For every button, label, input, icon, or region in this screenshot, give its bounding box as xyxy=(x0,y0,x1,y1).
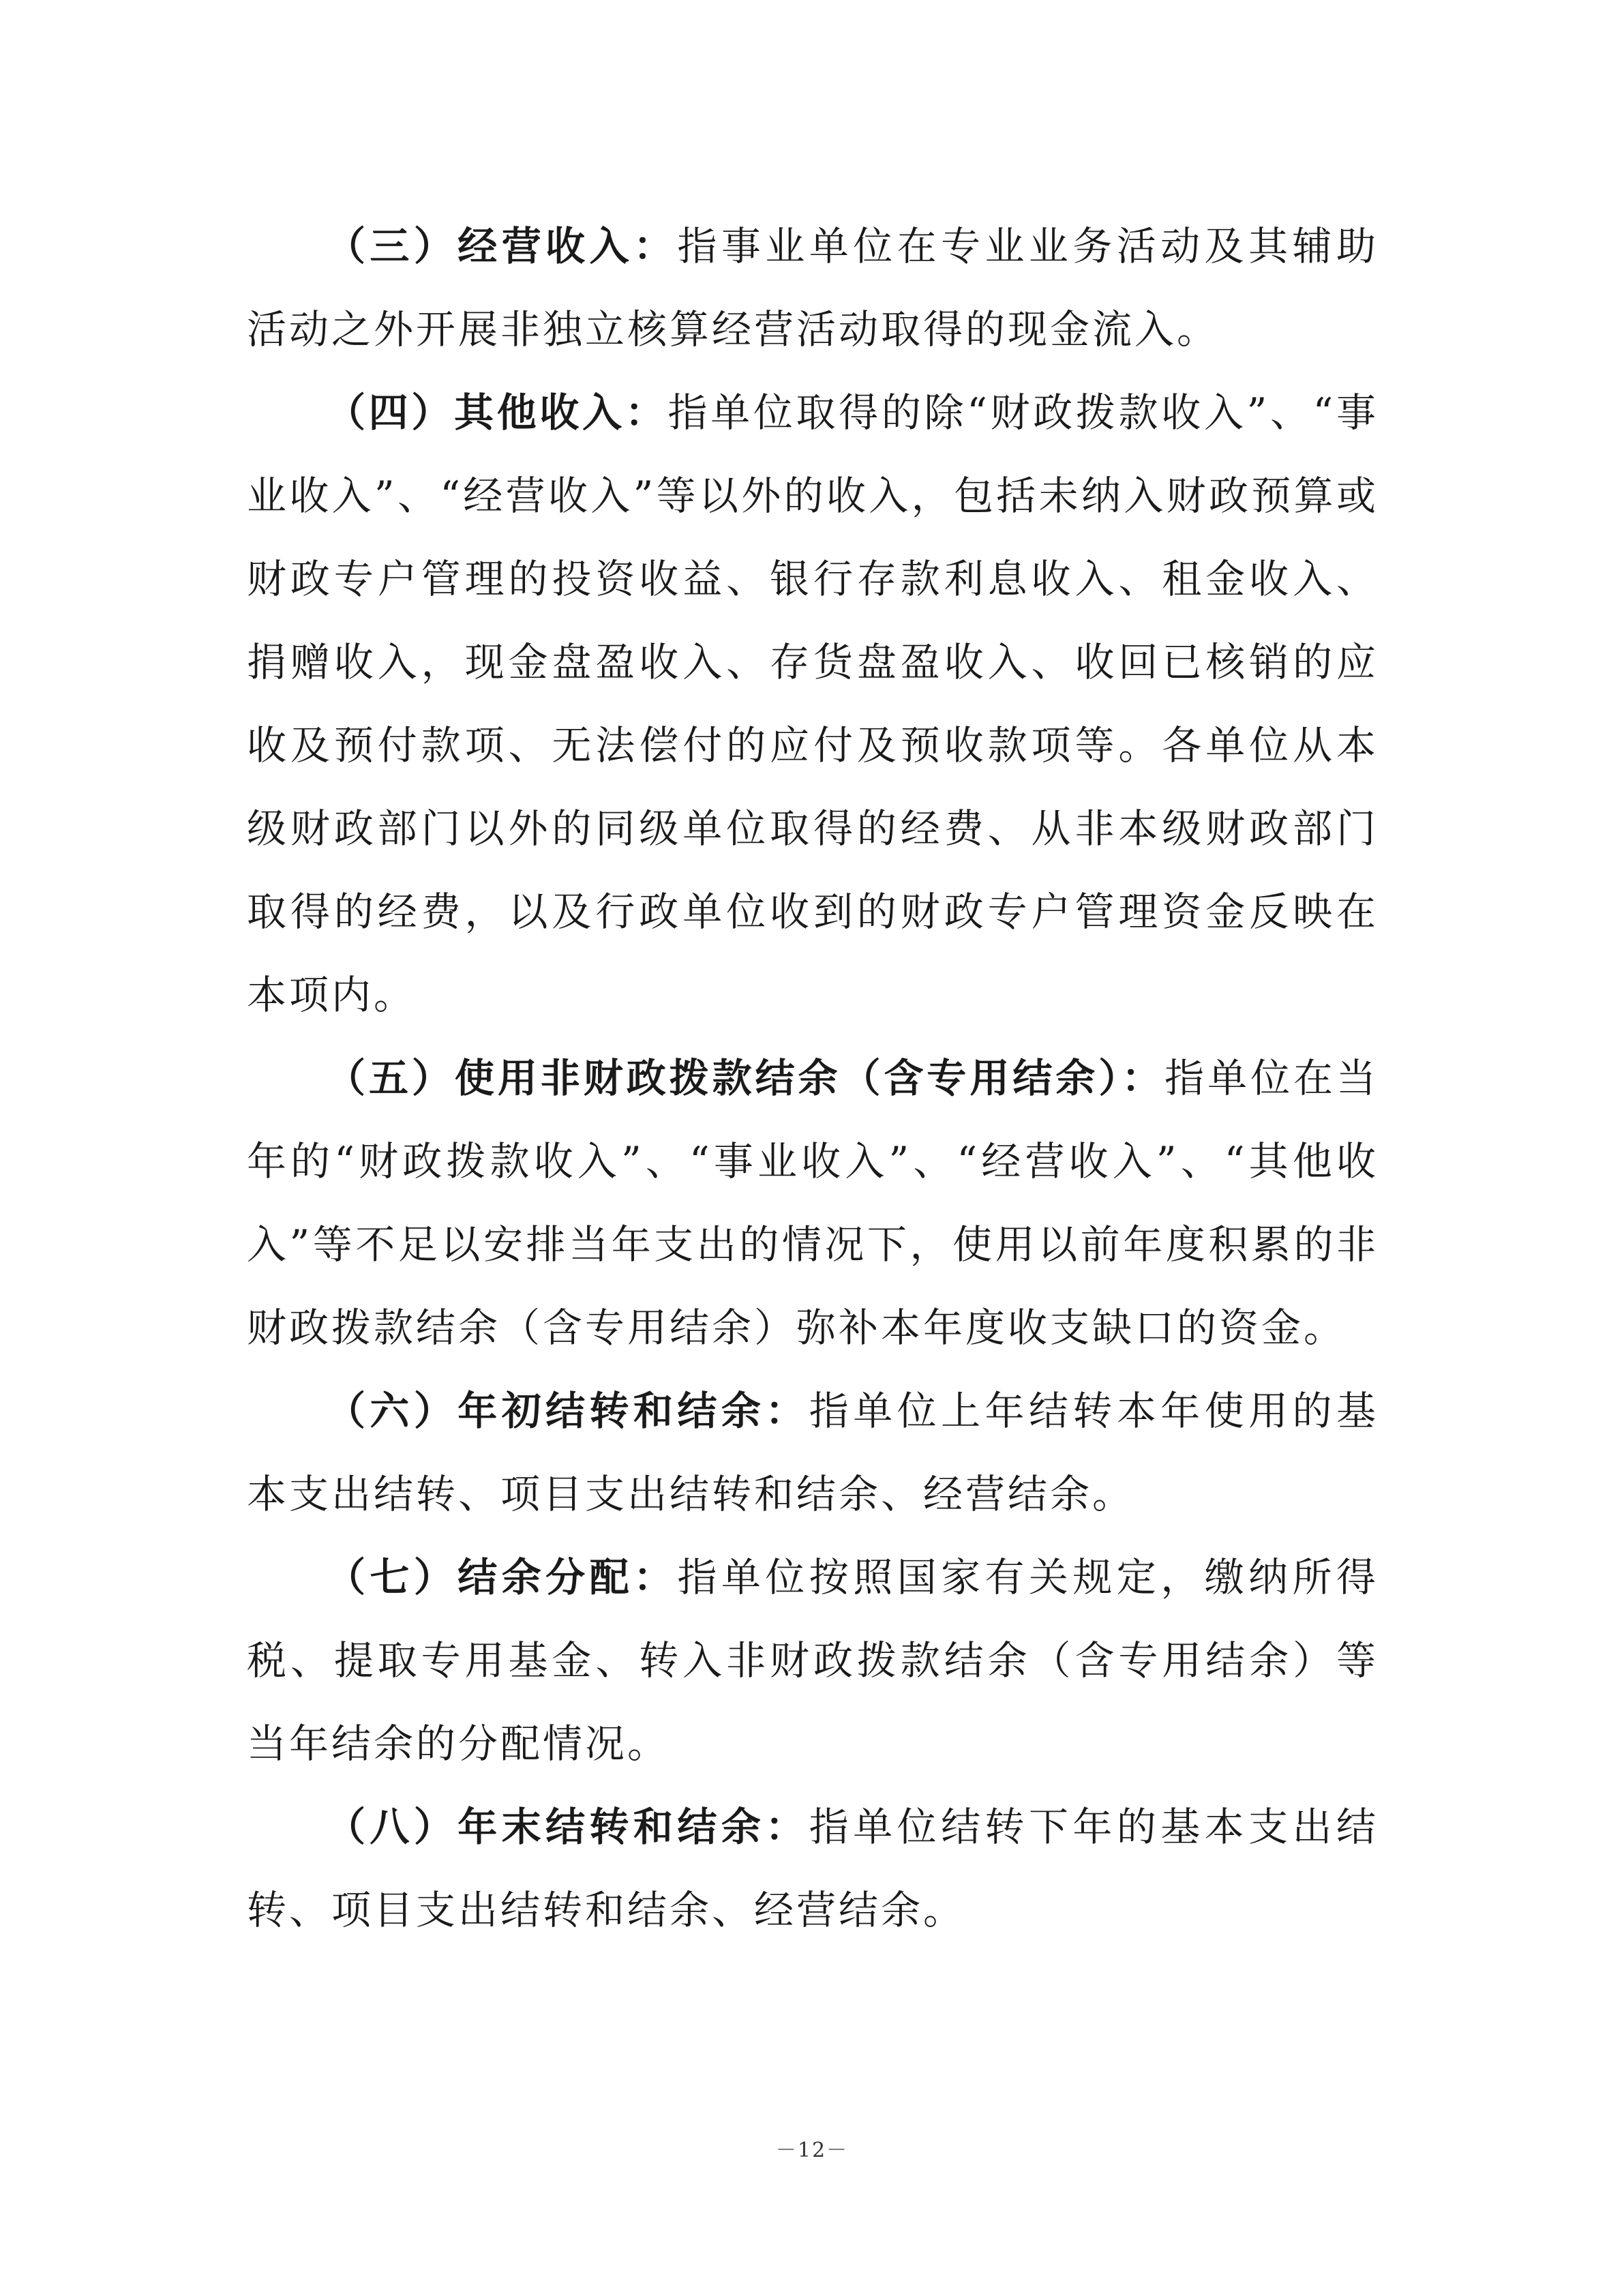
paragraph-opening-carryover xyxy=(247,1369,1379,1536)
paragraph-text: 指单位在当年的“财政拨款收入”、“事业收入”、“经营收入”、“其他收入”等不足以安排当年支出的情况下，使用以前年度积累的非财政拨款结余（含专用结余）弥补本年度收支缺口的资金。 xyxy=(247,1055,1379,1351)
paragraph-heading: （八）年末结转和结余： xyxy=(326,1804,809,1850)
paragraph-other-income xyxy=(247,371,1379,1037)
paragraph-text: 指单位按照国家有关规定，缴纳所得税、提取专用基金、转入非财政拨款结余（含专用结余）等当年结余的分配情况。 xyxy=(247,1554,1379,1767)
paragraph-text: 指单位上年结转本年使用的基本支出结转、项目支出结转和结余、经营结余。 xyxy=(247,1388,1379,1517)
paragraph-operating-income xyxy=(247,205,1379,371)
document-body xyxy=(247,205,1379,1952)
paragraph-non-fiscal-balance xyxy=(247,1037,1379,1369)
paragraph-heading: （四）其他收入： xyxy=(326,389,668,436)
paragraph-balance-distribution xyxy=(247,1536,1379,1785)
paragraph-heading: （七）结余分配： xyxy=(326,1554,678,1600)
paragraph-text: 指事业单位在专业业务活动及其辅助活动之外开展非独立核算经营活动取得的现金流入。 xyxy=(247,223,1379,353)
paragraph-heading: （六）年初结转和结余： xyxy=(326,1388,809,1434)
paragraph-closing-carryover xyxy=(247,1785,1379,1952)
paragraph-text: 指单位结转下年的基本支出结转、项目支出结转和结余、经营结余。 xyxy=(247,1804,1379,1933)
paragraph-heading: （五）使用非财政拨款结余（含专用结余）： xyxy=(326,1055,1165,1101)
paragraph-text: 指单位取得的除“财政拨款收入”、“事业收入”、“经营收入”等以外的收入，包括未纳入财政预算或财政专户管理的投资收益、银行存款利息收入、租金收入、捐赠收入，现金盘盈收入、存货盘盈收入、收回已核销的应收及预付款项、无法偿付的应付及预收款项等。各单位从本级财政部门以外的同级单位取得的经费、从非本级财政部门取得的经费，以及行政单位收到的财政专户管理资金反映在本项内。 xyxy=(247,389,1379,1018)
page-number: －12－ xyxy=(775,2138,849,2162)
paragraph-heading: （三）经营收入： xyxy=(326,223,678,269)
